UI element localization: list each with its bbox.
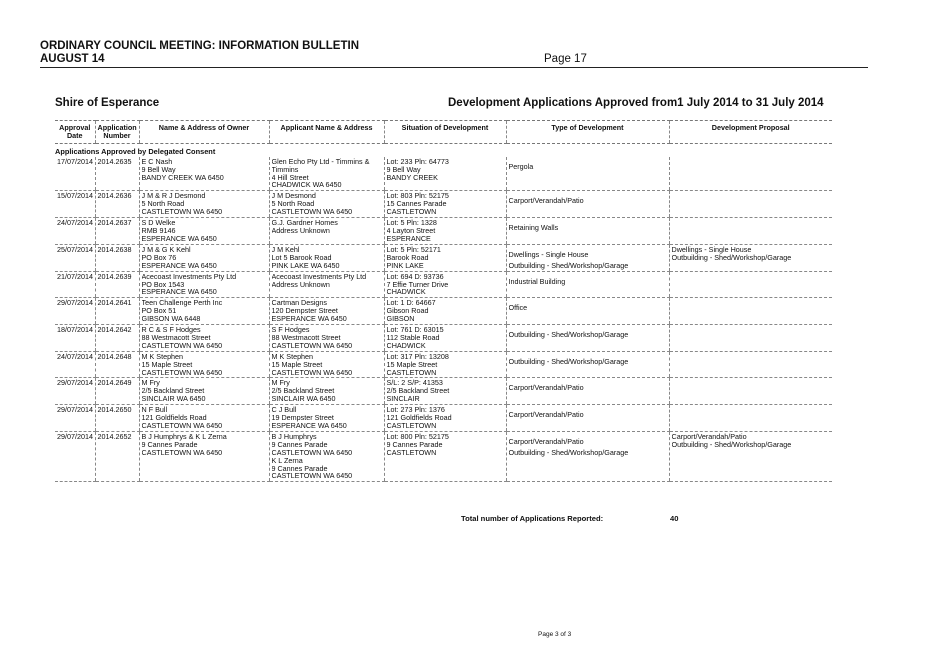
applicant-cell <box>269 244 384 271</box>
situation-cell-line: CASTLETOWN <box>386 448 437 457</box>
applicant-cell-line: B J Humphrys <box>271 432 317 441</box>
situation-cell-line: Lot: 5 Pln: 1328 <box>386 219 437 227</box>
type-cell-line: Carport/Verandah/Patio <box>508 384 584 393</box>
type-cell <box>506 378 669 405</box>
applicant-cell-line: Glen Echo Pty Ltd - Timmins & <box>271 157 370 166</box>
situation-cell-line: SINCLAIR <box>386 395 420 404</box>
section-heading: Applications Approved by Delegated Consent <box>55 146 216 156</box>
owner-cell-line: SINCLAIR WA 6450 <box>141 395 206 404</box>
situation-cell-line: S/L: 2 S/P: 41353 <box>386 379 443 388</box>
report-title: Development Applications Approved from1 July 2014 to 31 July 2014 <box>448 97 824 109</box>
type-cell-line: Dwellings - Single House <box>508 250 589 259</box>
column-header-situation: Situation of Development <box>384 121 506 144</box>
applicant-cell-line: M K Stephen <box>271 352 314 361</box>
applicant-cell-line: CASTLETOWN WA 6450 <box>271 368 353 377</box>
owner-cell-line: ESPERANCE WA 6450 <box>141 234 217 243</box>
approval-date-cell: 24/07/2014 <box>55 218 95 245</box>
application-number-cell: 2014.2642 <box>95 325 139 352</box>
owner-cell-line: 9 Cannes Parade <box>141 440 198 449</box>
application-number-cell: 2014.2637 <box>95 218 139 245</box>
column-header-approval-date: Approval Date <box>55 121 95 144</box>
applicant-cell-line: Lot 5 Barook Road <box>271 253 332 262</box>
approval-date-cell: 15/07/2014 <box>55 191 95 218</box>
table-row <box>55 244 832 271</box>
owner-cell <box>139 378 269 405</box>
type-cell <box>506 431 669 481</box>
type-cell <box>506 271 669 298</box>
applicant-cell <box>269 271 384 298</box>
situation-cell-line: 9 Bell Way <box>386 165 421 174</box>
applicant-cell <box>269 191 384 218</box>
owner-cell <box>139 244 269 271</box>
owner-cell-line: 88 Westmacott Street <box>141 333 211 342</box>
proposal-cell <box>669 351 832 378</box>
column-header-proposal: Development Proposal <box>669 121 832 144</box>
application-number-cell: 2014.2638 <box>95 244 139 271</box>
owner-cell-line: GIBSON WA 6448 <box>141 315 201 324</box>
owner-cell-line: PO Box 76 <box>141 253 177 262</box>
table-row <box>55 157 832 191</box>
proposal-cell-line: Carport/Verandah/Patio <box>671 432 747 441</box>
type-cell-line: Industrial Building <box>508 277 566 286</box>
type-cell-line: Outbuilding - Shed/Workshop/Garage <box>508 357 629 366</box>
situation-cell-line: 121 Goldfields Road <box>386 414 452 422</box>
type-cell <box>506 157 669 191</box>
applicant-cell <box>269 351 384 378</box>
applicant-cell-line: ESPERANCE WA 6450 <box>271 422 347 430</box>
owner-cell-line: 121 Goldfields Road <box>141 414 207 422</box>
header-rule <box>40 67 868 68</box>
situation-cell-line: 4 Layton Street <box>386 226 436 235</box>
applicant-cell-line: 5 North Road <box>271 200 315 209</box>
approval-date-cell: 25/07/2014 <box>55 244 95 271</box>
bulletin-title: ORDINARY COUNCIL MEETING: INFORMATION BULLETIN <box>40 40 360 52</box>
shire-name: Shire of Esperance <box>55 97 160 109</box>
applicant-cell <box>269 431 384 481</box>
applicant-cell-line: 9 Cannes Parade <box>271 464 328 473</box>
situation-cell <box>384 298 506 325</box>
owner-cell-line: CASTLETOWN WA 6450 <box>141 341 223 350</box>
total-label: Total number of Applications Reported: <box>461 514 604 523</box>
application-number-cell: 2014.2641 <box>95 298 139 325</box>
owner-cell-line: CASTLETOWN WA 6450 <box>141 448 223 457</box>
bulletin-month: AUGUST 14 <box>40 53 105 65</box>
applicant-cell-line: CASTLETOWN WA 6450 <box>271 208 353 217</box>
owner-cell-line: ESPERANCE WA 6450 <box>141 261 217 270</box>
situation-cell-line: Lot: 273 Pln: 1376 <box>386 406 445 415</box>
situation-cell-line: Lot: 317 Pln: 13208 <box>386 352 449 361</box>
section-heading-row <box>55 143 832 156</box>
situation-cell-line: ESPERANCE <box>386 234 431 243</box>
owner-cell-line: S D Welke <box>141 219 176 227</box>
owner-cell-line: B J Humphrys & K L Zerna <box>141 432 227 441</box>
applicant-cell-line: CASTLETOWN WA 6450 <box>271 472 353 481</box>
type-cell <box>506 191 669 218</box>
applicant-cell <box>269 325 384 352</box>
situation-cell-line: 7 Effie Turner Drive <box>386 280 449 289</box>
situation-cell-line: Lot: 5 Pln: 52171 <box>386 245 441 254</box>
situation-cell-line: PINK LAKE <box>386 261 424 270</box>
applicant-cell-line: K L Zerna <box>271 456 303 465</box>
situation-cell-line: CHADWICK <box>386 341 426 350</box>
type-cell-line: Outbuilding - Shed/Workshop/Garage <box>508 448 629 457</box>
owner-cell <box>139 405 269 432</box>
applicant-cell-line: Address Unknown <box>271 280 330 289</box>
type-cell <box>506 351 669 378</box>
applications-table <box>55 120 832 482</box>
applicant-cell <box>269 298 384 325</box>
proposal-cell <box>669 325 832 352</box>
situation-cell-line: Lot: 803 Pln: 52175 <box>386 192 449 201</box>
applicant-cell-line: M Fry <box>271 379 290 388</box>
owner-cell-line: RMB 9146 <box>141 226 176 235</box>
type-cell-line: Outbuilding - Shed/Workshop/Garage <box>508 261 629 270</box>
applicant-cell-line: J M Desmond <box>271 192 316 201</box>
column-header-application-number: Application Number <box>95 121 139 144</box>
application-number-cell: 2014.2635 <box>95 157 139 191</box>
situation-cell <box>384 218 506 245</box>
situation-cell-line: CHADWICK <box>386 288 426 297</box>
applicant-cell-line: J M Kehl <box>271 245 300 254</box>
owner-cell <box>139 351 269 378</box>
type-cell-line: Carport/Verandah/Patio <box>508 411 584 420</box>
proposal-cell <box>669 244 832 271</box>
situation-cell <box>384 191 506 218</box>
owner-cell-line: N F Bull <box>141 406 168 415</box>
bulletin-page-number: Page 17 <box>544 53 587 65</box>
proposal-cell <box>669 218 832 245</box>
type-cell <box>506 298 669 325</box>
owner-cell <box>139 271 269 298</box>
application-number-cell: 2014.2650 <box>95 405 139 432</box>
applicant-cell-line: G.J. Gardner Homes <box>271 219 338 227</box>
proposal-cell <box>669 298 832 325</box>
owner-cell-line: 15 Maple Street <box>141 360 193 369</box>
proposal-cell-line: Outbuilding - Shed/Workshop/Garage <box>671 440 792 449</box>
proposal-cell <box>669 431 832 481</box>
applicant-cell-line: CASTLETOWN WA 6450 <box>271 341 353 350</box>
proposal-cell <box>669 191 832 218</box>
owner-cell-line: M Fry <box>141 379 160 388</box>
applicant-cell-line: SINCLAIR WA 6450 <box>271 395 336 404</box>
situation-cell-line: 15 Maple Street <box>386 360 438 369</box>
applicant-cell-line: Address Unknown <box>271 226 330 235</box>
type-cell-line: Outbuilding - Shed/Workshop/Garage <box>508 331 629 339</box>
situation-cell-line: BANDY CREEK <box>386 173 438 182</box>
application-number-cell: 2014.2639 <box>95 271 139 298</box>
application-number-cell: 2014.2649 <box>95 378 139 405</box>
applicant-cell-line: Cartman Designs <box>271 299 328 308</box>
owner-cell <box>139 218 269 245</box>
situation-cell <box>384 378 506 405</box>
owner-cell-line: M K Stephen <box>141 352 184 361</box>
situation-cell-line: CASTLETOWN <box>386 208 437 217</box>
applicant-cell-line: PINK LAKE WA 6450 <box>271 261 340 270</box>
owner-cell-line: PO Box 51 <box>141 307 177 316</box>
type-cell <box>506 405 669 432</box>
situation-cell <box>384 244 506 271</box>
applicant-cell <box>269 405 384 432</box>
situation-cell-line: GIBSON <box>386 315 415 324</box>
owner-cell <box>139 157 269 191</box>
applicant-cell-line: ESPERANCE WA 6450 <box>271 315 347 324</box>
type-cell <box>506 325 669 352</box>
application-number-cell: 2014.2636 <box>95 191 139 218</box>
approval-date-cell: 17/07/2014 <box>55 157 95 191</box>
owner-cell-line: J M & R J Desmond <box>141 192 206 201</box>
table-row <box>55 325 832 352</box>
owner-cell <box>139 431 269 481</box>
column-header-applicant: Applicant Name & Address <box>269 121 384 144</box>
owner-cell-line: 9 Bell Way <box>141 165 176 174</box>
table-header-row <box>55 121 832 144</box>
proposal-cell <box>669 157 832 191</box>
applicant-cell-line: 15 Maple Street <box>271 360 323 369</box>
applicant-cell-line: 9 Cannes Parade <box>271 440 328 449</box>
situation-cell-line: 112 Stable Road <box>386 333 440 342</box>
owner-cell <box>139 191 269 218</box>
proposal-cell <box>669 271 832 298</box>
owner-cell-line: E C Nash <box>141 157 173 166</box>
column-header-type: Type of Development <box>506 121 669 144</box>
situation-cell <box>384 351 506 378</box>
applicant-cell-line: Timmins <box>271 165 299 174</box>
total-value: 40 <box>670 514 679 523</box>
situation-cell <box>384 405 506 432</box>
owner-cell-line: CASTLETOWN WA 6450 <box>141 422 223 430</box>
table-row <box>55 218 832 245</box>
applicant-cell-line: 88 Westmacott Street <box>271 333 341 342</box>
applicant-cell <box>269 378 384 405</box>
table-row <box>55 191 832 218</box>
applicant-cell-line: 2/5 Backland Street <box>271 387 335 396</box>
proposal-cell <box>669 405 832 432</box>
applicant-cell-line: CHADWICK WA 6450 <box>271 181 342 190</box>
situation-cell-line: Lot: 800 Pln: 52175 <box>386 432 449 441</box>
type-cell-line: Retaining Walls <box>508 224 559 232</box>
owner-cell-line: ESPERANCE WA 6450 <box>141 288 217 297</box>
situation-cell <box>384 271 506 298</box>
situation-cell <box>384 431 506 481</box>
bulletin-header <box>40 40 868 66</box>
approval-date-cell: 24/07/2014 <box>55 351 95 378</box>
owner-cell-line: Teen Challenge Perth Inc <box>141 299 223 308</box>
owner-cell-line: 5 North Road <box>141 200 185 209</box>
situation-cell-line: 9 Cannes Parade <box>386 440 443 449</box>
situation-cell-line: Lot: 694 D: 93736 <box>386 272 444 281</box>
proposal-cell-line: Outbuilding - Shed/Workshop/Garage <box>671 253 792 262</box>
situation-cell-line: CASTLETOWN <box>386 368 437 377</box>
applicant-cell <box>269 218 384 245</box>
approval-date-cell: 29/07/2014 <box>55 405 95 432</box>
table-row <box>55 431 832 481</box>
owner-cell-line: 2/5 Backland Street <box>141 387 205 396</box>
proposal-cell-line: Dwellings - Single House <box>671 245 752 254</box>
situation-cell-line: Lot: 233 Pln: 64773 <box>386 157 449 166</box>
owner-cell-line: J M & G K Kehl <box>141 245 191 254</box>
owner-cell-line: PO Box 1543 <box>141 280 185 289</box>
situation-cell <box>384 157 506 191</box>
approval-date-cell: 18/07/2014 <box>55 325 95 352</box>
owner-cell-line: CASTLETOWN WA 6450 <box>141 208 223 217</box>
situation-cell-line: CASTLETOWN <box>386 422 437 430</box>
situation-cell <box>384 325 506 352</box>
owner-cell-line: BANDY CREEK WA 6450 <box>141 173 224 182</box>
approval-date-cell: 29/07/2014 <box>55 431 95 481</box>
situation-cell-line: Barook Road <box>386 253 429 262</box>
owner-cell-line: CASTLETOWN WA 6450 <box>141 368 223 377</box>
situation-cell-line: 2/5 Backland Street <box>386 387 450 396</box>
owner-cell-line: Acecoast Investments Pty Ltd <box>141 272 237 281</box>
column-header-owner: Name & Address of Owner <box>139 121 269 144</box>
table-row <box>55 405 832 432</box>
owner-cell <box>139 298 269 325</box>
type-cell-line: Pergola <box>508 162 534 171</box>
application-number-cell: 2014.2652 <box>95 431 139 481</box>
table-row <box>55 298 832 325</box>
type-cell <box>506 218 669 245</box>
type-cell-line: Office <box>508 304 528 313</box>
type-cell-line: Carport/Verandah/Patio <box>508 437 584 446</box>
applicant-cell-line: C J Bull <box>271 406 297 415</box>
owner-cell-line: R C & S F Hodges <box>141 326 201 334</box>
report-page-footer: Page 3 of 3 <box>538 631 572 638</box>
situation-cell-line: 15 Cannes Parade <box>386 200 447 209</box>
situation-cell-line: Lot: 1 D: 64667 <box>386 299 436 308</box>
situation-cell-line: Lot: 761 D: 63015 <box>386 326 444 334</box>
situation-cell-line: Gibson Road <box>386 307 429 316</box>
applicant-cell-line: CASTLETOWN WA 6450 <box>271 448 353 457</box>
approval-date-cell: 21/07/2014 <box>55 271 95 298</box>
applicant-cell-line: 19 Dempster Street <box>271 414 334 422</box>
table-row <box>55 378 832 405</box>
type-cell <box>506 244 669 271</box>
approval-date-cell: 29/07/2014 <box>55 378 95 405</box>
type-cell-line: Carport/Verandah/Patio <box>508 197 584 206</box>
applicant-cell-line: S F Hodges <box>271 326 310 334</box>
applicant-cell-line: Acecoast Investments Pty Ltd <box>271 272 367 281</box>
applicant-cell-line: 4 Hill Street <box>271 173 309 182</box>
table-row <box>55 351 832 378</box>
table-row <box>55 271 832 298</box>
applicant-cell <box>269 157 384 191</box>
approval-date-cell: 29/07/2014 <box>55 298 95 325</box>
owner-cell <box>139 325 269 352</box>
application-number-cell: 2014.2648 <box>95 351 139 378</box>
proposal-cell <box>669 378 832 405</box>
applicant-cell-line: 120 Dempster Street <box>271 307 338 316</box>
